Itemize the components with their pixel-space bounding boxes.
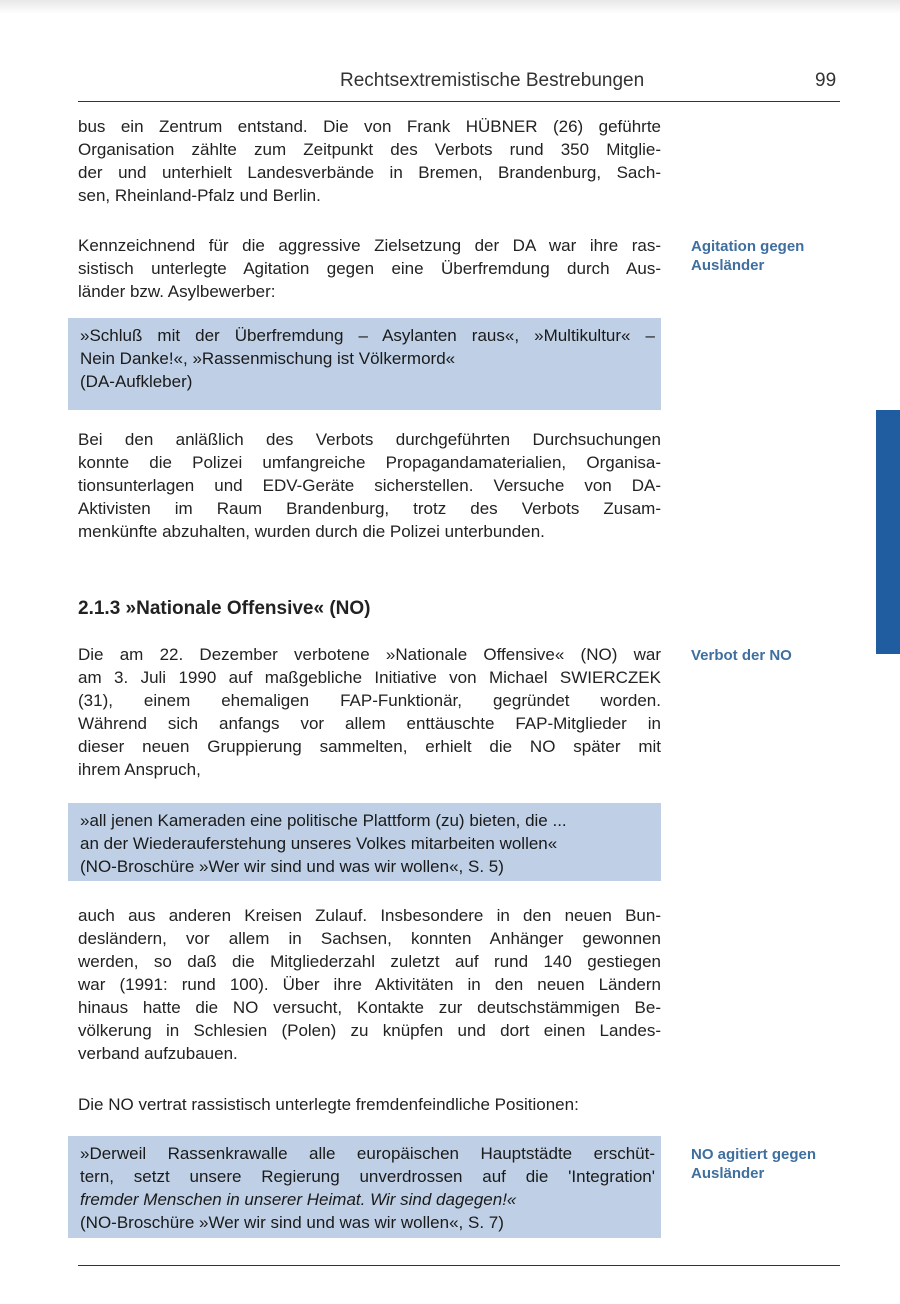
page-number: 99 — [815, 70, 837, 91]
text-line: Aktivisten im Raum Brandenburg, trotz des Verbots Zusam- — [78, 499, 661, 518]
text-line: Organisation zählte zum Zeitpunkt des Verbots rund 350 Mitglie- — [78, 140, 661, 159]
quote-box-3 — [68, 1136, 661, 1238]
paragraph-5 — [78, 904, 661, 1065]
text-line: (31), einem ehemaligen FAP-Funktionär, gegründet worden. — [78, 691, 661, 710]
quote-box-1 — [68, 318, 661, 410]
chapter-tab-marker — [876, 410, 900, 654]
text-line: werden, so daß die Mitgliederzahl zuletzt auf rund 140 gestiegen — [78, 952, 661, 971]
paragraph-1 — [78, 115, 661, 207]
quote-line: Nein Danke!«, »Rassenmischung ist Völkermord« — [80, 349, 456, 368]
text-line: Während sich anfangs vor allem enttäuschte FAP-Mitglieder in — [78, 714, 661, 733]
quote-line: an der Wiederauferstehung unseres Volkes mitarbeiten wollen« — [80, 834, 558, 853]
text-line: Bei den anläßlich des Verbots durchgeführten Durchsuchungen — [78, 430, 661, 449]
text-line: sen, Rheinland-Pfalz und Berlin. — [78, 186, 321, 205]
text-line: hinaus hatte die NO versucht, Kontakte zur deutschstämmigen Be- — [78, 998, 661, 1017]
text-line: desländern, vor allem in Sachsen, konnten Anhänger gewonnen — [78, 929, 661, 948]
quote-line: »Schluß mit der Überfremdung – Asylanten raus«, »Multikultur« – — [80, 326, 655, 345]
footer-rule — [78, 1265, 840, 1266]
quote-line: (NO-Broschüre »Wer wir sind und was wir wollen«, S. 7) — [80, 1213, 504, 1232]
section-heading: 2.1.3 »Nationale Offensive« (NO) — [78, 598, 371, 619]
margin-note-agitiert — [691, 1145, 861, 1183]
text-line: sistisch unterlegte Agitation gegen eine Überfremdung durch Aus- — [78, 259, 661, 278]
margin-note-line: NO agitiert gegen — [691, 1146, 817, 1163]
text-line: völkerung in Schlesien (Polen) zu knüpfen und dort einen Landes- — [78, 1021, 661, 1040]
text-line: ihrem Anspruch, — [78, 760, 201, 779]
text-line: war (1991: rund 100). Über ihre Aktivitäten in den neuen Ländern — [78, 975, 661, 994]
text-line: tionsunterlagen und EDV-Geräte sicherstellen. Versuche von DA- — [78, 476, 661, 495]
text-line: menkünfte abzuhalten, wurden durch die Polizei unterbunden. — [78, 522, 545, 541]
paragraph-2 — [78, 234, 661, 303]
quote-box-2 — [68, 803, 661, 881]
quote-line: fremder Menschen in unserer Heimat. Wir sind dagegen!« — [80, 1190, 517, 1209]
margin-note-agitation — [691, 237, 861, 275]
margin-note-line: Agitation gegen — [691, 238, 805, 255]
paragraph-6 — [78, 1093, 661, 1116]
margin-note-line: Ausländer — [691, 1165, 765, 1182]
margin-note-verbot — [691, 646, 861, 665]
quote-line: (NO-Broschüre »Wer wir sind und was wir wollen«, S. 5) — [80, 857, 504, 876]
quote-line: tern, setzt unsere Regierung unverdrossen auf die 'Integration' — [80, 1167, 655, 1186]
header-rule — [78, 101, 840, 102]
scan-shadow — [0, 0, 900, 14]
quote-line: »Derweil Rassenkrawalle alle europäischen Hauptstädte erschüt- — [80, 1144, 655, 1163]
text-line: Kennzeichnend für die aggressive Zielsetzung der DA war ihre ras- — [78, 236, 661, 255]
text-line: am 3. Juli 1990 auf maßgebliche Initiative von Michael SWIERCZEK — [78, 668, 661, 687]
text-line: der und unterhielt Landesverbände in Bremen, Brandenburg, Sach- — [78, 163, 661, 182]
running-head: Rechtsextremistische Bestrebungen — [340, 70, 645, 91]
paragraph-3 — [78, 428, 661, 543]
text-line: auch aus anderen Kreisen Zulauf. Insbesondere in den neuen Bun- — [78, 906, 661, 925]
text-line: Die am 22. Dezember verbotene »Nationale Offensive« (NO) war — [78, 645, 661, 664]
margin-note-line: Verbot der NO — [691, 647, 792, 664]
text-line: dieser neuen Gruppierung sammelten, erhielt die NO später mit — [78, 737, 661, 756]
text-line: konnte die Polizei umfangreiche Propagandamaterialien, Organisa- — [78, 453, 661, 472]
paragraph-4 — [78, 643, 661, 781]
text-line: bus ein Zentrum entstand. Die von Frank HÜBNER (26) geführte — [78, 117, 661, 136]
quote-line: »all jenen Kameraden eine politische Plattform (zu) bieten, die ... — [80, 811, 567, 830]
text-line: verband aufzubauen. — [78, 1044, 238, 1063]
margin-note-line: Ausländer — [691, 257, 765, 274]
text-line: Die NO vertrat rassistisch unterlegte fremdenfeindliche Positionen: — [78, 1095, 579, 1114]
text-line: länder bzw. Asylbewerber: — [78, 282, 276, 301]
quote-line: (DA-Aufkleber) — [80, 372, 193, 391]
